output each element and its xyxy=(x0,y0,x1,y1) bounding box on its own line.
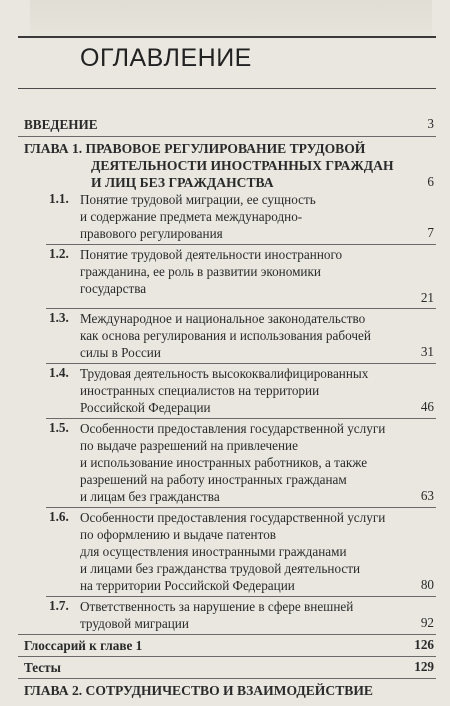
section-title-line: Трудовая деятельность высококвалифицированных xyxy=(80,366,369,381)
divider xyxy=(18,678,436,679)
section-title-line: силы в России xyxy=(80,345,161,360)
divider xyxy=(18,634,436,635)
section-title-line: Особенности предоставления государственной услуги xyxy=(80,510,386,525)
section-title-line: на территории Российской Федерации xyxy=(80,578,295,593)
chapter1-line-2: ДЕЯТЕЛЬНОСТИ ИНОСТРАННЫХ ГРАЖДАН xyxy=(91,158,394,173)
divider xyxy=(46,418,436,419)
section-page: 46 xyxy=(420,399,434,414)
section-title-line: по выдаче разрешений на привлечение xyxy=(80,438,298,453)
section-page: 63 xyxy=(420,488,434,503)
tests-page: 129 xyxy=(414,659,434,674)
chapter1-page: 6 xyxy=(427,174,434,189)
section-page: 31 xyxy=(420,344,434,359)
section-title-line: трудовой миграции xyxy=(80,616,189,631)
section-title-line: Ответственность за нарушение в сфере внешней xyxy=(80,599,354,614)
chapter1-line-3: И ЛИЦ БЕЗ ГРАЖДАНСТВА xyxy=(91,175,274,190)
section-title-line: и использование иностранных работников, а также xyxy=(80,455,368,470)
section-number: 1.5. xyxy=(49,420,69,435)
section-title-line: иностранных специалистов на территории xyxy=(80,383,320,398)
section-title-line: Международное и национальное законодательство xyxy=(80,311,366,326)
section-number: 1.4. xyxy=(49,365,69,380)
section-title-line: как основа регулирования и использования рабочей xyxy=(80,328,371,343)
divider xyxy=(18,136,436,137)
divider xyxy=(46,244,436,245)
section-title-line: правового регулирования xyxy=(80,226,223,241)
glossary-label: Глоссарий к главе 1 xyxy=(24,638,143,653)
section-title-line: разрешений на работу иностранных гражданам xyxy=(80,472,347,487)
section-number: 1.2. xyxy=(49,246,69,261)
section-title-line: и содержание предмета международно- xyxy=(80,209,303,224)
tests-label: Тесты xyxy=(24,660,61,675)
divider xyxy=(46,507,436,508)
section-number: 1.3. xyxy=(49,310,69,325)
intro-page: 3 xyxy=(427,116,434,131)
section-page: 21 xyxy=(420,290,434,305)
section-title-line: и лицам без гражданства xyxy=(80,489,220,504)
divider xyxy=(18,656,436,657)
section-title-line: Понятие трудовой деятельности иностранного xyxy=(80,247,343,262)
section-title-line: гражданина, ее роль в развитии экономики xyxy=(80,264,321,279)
page-title: ОГЛАВЛЕНИЕ xyxy=(80,44,252,72)
section-page: 7 xyxy=(427,225,434,240)
divider xyxy=(46,596,436,597)
divider xyxy=(46,308,436,309)
chapter1-line-1: ГЛАВА 1. ПРАВОВОЕ РЕГУЛИРОВАНИЕ ТРУДОВОЙ xyxy=(24,141,366,156)
section-number: 1.1. xyxy=(49,191,69,206)
section-number: 1.7. xyxy=(49,598,69,613)
divider xyxy=(46,363,436,364)
section-number: 1.6. xyxy=(49,509,69,524)
section-page: 92 xyxy=(420,615,434,630)
glossary-page: 126 xyxy=(414,637,434,652)
section-title-line: Особенности предоставления государственной услуги xyxy=(80,421,386,436)
section-title-line: и лицами без гражданства трудовой деятельности xyxy=(80,561,361,576)
section-title-line: государства xyxy=(80,281,147,296)
chapter2-line-1: ГЛАВА 2. СОТРУДНИЧЕСТВО И ВЗАИМОДЕЙСТВИЕ xyxy=(24,683,373,698)
section-title-line: по оформлению и выдаче патентов xyxy=(80,527,277,542)
section-title-line: Российской Федерации xyxy=(80,400,211,415)
section-title-line: Понятие трудовой миграции, ее сущность xyxy=(80,192,316,207)
intro-label: ВВЕДЕНИЕ xyxy=(24,117,98,132)
section-page: 80 xyxy=(420,577,434,592)
section-title-line: для осуществления иностранными гражданами xyxy=(80,544,347,559)
